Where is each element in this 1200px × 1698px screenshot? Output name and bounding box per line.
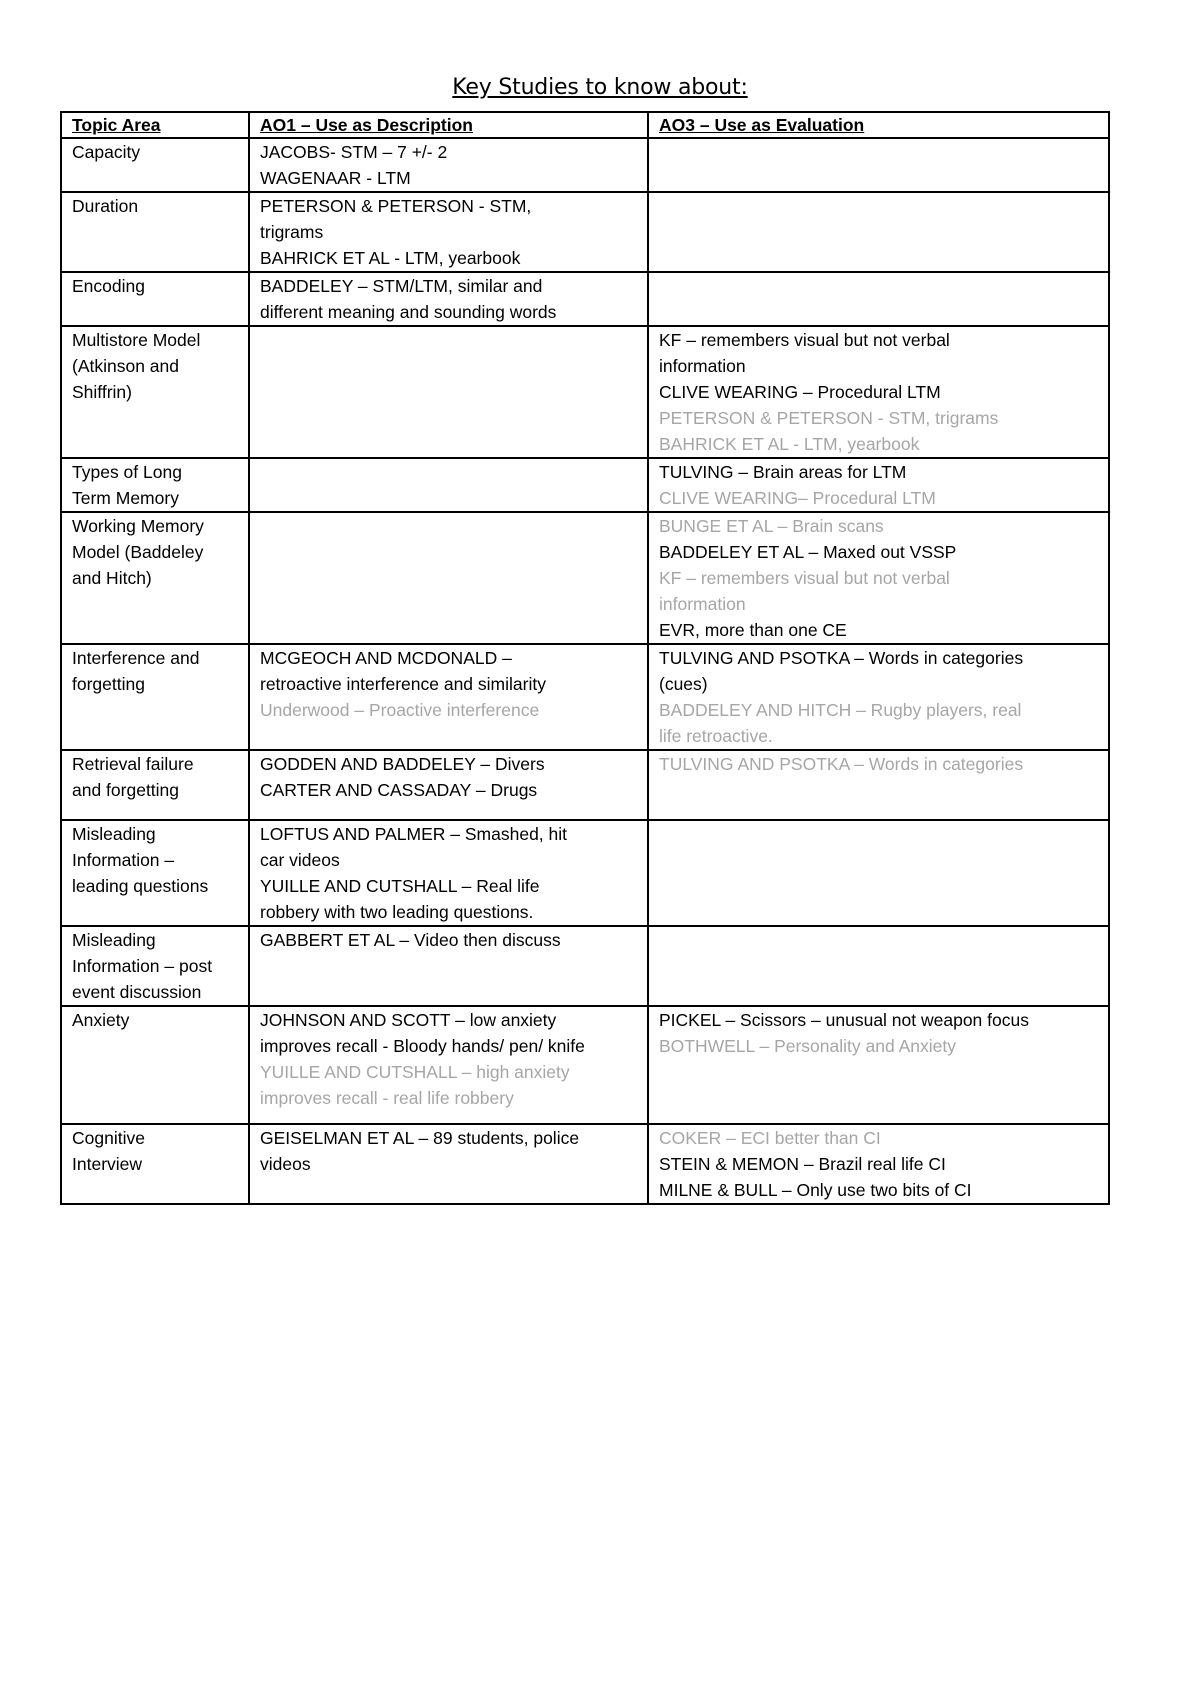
table-row	[61, 272, 1109, 326]
ao3-study-text: STEIN & MEMON – Brazil real life CI	[659, 1154, 946, 1174]
table-row	[61, 458, 1109, 512]
table-row	[61, 1006, 1109, 1124]
ao1-study-text: GODDEN AND BADDELEY – Divers	[260, 754, 545, 774]
table-row	[61, 512, 1109, 644]
topic-text: Interview	[72, 1154, 143, 1174]
ao3-cell	[648, 820, 1109, 926]
ao3-cell	[648, 138, 1109, 192]
table-row	[61, 644, 1109, 750]
ao1-study-text: trigrams	[260, 222, 324, 242]
ao1-study-text: GABBERT ET AL – Video then discuss	[260, 930, 561, 950]
topic-cell	[61, 820, 249, 926]
ao3-cell	[648, 644, 1109, 750]
topic-text: Duration	[72, 196, 139, 216]
table-row	[61, 192, 1109, 272]
ao3-study-text: CLIVE WEARING – Procedural LTM	[659, 382, 941, 402]
topic-text: Information –	[72, 850, 175, 870]
topic-text: and forgetting	[72, 780, 180, 800]
ao3-cell	[648, 1006, 1109, 1124]
topic-text: Multistore Model	[72, 330, 201, 350]
ao1-cell	[249, 1124, 648, 1204]
ao3-study-text: information	[659, 594, 746, 614]
page-title: Key Studies to know about:	[452, 75, 748, 100]
header-ao3-evaluation: AO3 – Use as Evaluation	[648, 112, 1109, 138]
ao3-study-text: PETERSON & PETERSON - STM, trigrams	[659, 408, 999, 428]
table-row	[61, 820, 1109, 926]
ao3-cell	[648, 750, 1109, 820]
topic-text: Information – post	[72, 956, 213, 976]
ao1-cell	[249, 1006, 648, 1124]
ao3-study-text: CLIVE WEARING– Procedural LTM	[659, 488, 936, 508]
topic-text: Misleading	[72, 930, 156, 950]
ao1-study-text: JACOBS- STM – 7 +/- 2	[260, 142, 448, 162]
topic-text: Interference and	[72, 648, 200, 668]
topic-text: (Atkinson and	[72, 356, 180, 376]
table-row	[61, 138, 1109, 192]
ao3-study-text: information	[659, 356, 746, 376]
ao1-study-text: car videos	[260, 850, 340, 870]
ao1-study-text: robbery with two leading questions.	[260, 902, 534, 922]
ao3-study-text: TULVING AND PSOTKA – Words in categories	[659, 648, 1024, 668]
ao3-study-text: KF – remembers visual but not verbal	[659, 330, 950, 350]
ao3-cell	[648, 272, 1109, 326]
ao3-study-text: BAHRICK ET AL - LTM, yearbook	[659, 434, 920, 454]
ao3-study-text: (cues)	[659, 674, 708, 694]
ao3-study-text: BADDELEY ET AL – Maxed out VSSP	[659, 542, 957, 562]
topic-text: event discussion	[72, 982, 202, 1002]
ao3-study-text: TULVING – Brain areas for LTM	[659, 462, 907, 482]
ao3-study-text: COKER – ECI better than CI	[659, 1128, 881, 1148]
topic-cell	[61, 138, 249, 192]
topic-cell	[61, 458, 249, 512]
table-row	[61, 926, 1109, 1006]
topic-text: Shiffrin)	[72, 382, 132, 402]
ao1-study-text: Underwood – Proactive interference	[260, 700, 540, 720]
topic-text: Misleading	[72, 824, 156, 844]
ao3-study-text: life retroactive.	[659, 726, 773, 746]
topic-cell	[61, 272, 249, 326]
table-row	[61, 1124, 1109, 1204]
topic-cell	[61, 192, 249, 272]
topic-cell	[61, 644, 249, 750]
table-header-row	[61, 112, 1109, 138]
topic-text: Capacity	[72, 142, 141, 162]
topic-text: Encoding	[72, 276, 145, 296]
ao1-cell	[249, 820, 648, 926]
ao3-study-text: KF – remembers visual but not verbal	[659, 568, 950, 588]
header-ao1-description: AO1 – Use as Description	[249, 112, 648, 138]
topic-cell	[61, 512, 249, 644]
topic-text: Working Memory	[72, 516, 204, 536]
ao1-study-text: YUILLE AND CUTSHALL – high anxiety	[260, 1062, 570, 1082]
ao1-study-text: improves recall - Bloody hands/ pen/ knife	[260, 1036, 585, 1056]
ao3-study-text: BUNGE ET AL – Brain scans	[659, 516, 884, 536]
ao1-cell	[249, 138, 648, 192]
ao1-cell	[249, 192, 648, 272]
topic-text: Retrieval failure	[72, 754, 194, 774]
ao3-cell	[648, 926, 1109, 1006]
ao3-study-text: BOTHWELL – Personality and Anxiety	[659, 1036, 956, 1056]
ao1-study-text: YUILLE AND CUTSHALL – Real life	[260, 876, 540, 896]
ao1-study-text: JOHNSON AND SCOTT – low anxiety	[260, 1010, 557, 1030]
ao1-study-text: different meaning and sounding words	[260, 302, 557, 322]
ao3-study-text: EVR, more than one CE	[659, 620, 847, 640]
ao1-study-text: retroactive interference and similarity	[260, 674, 546, 694]
table-body	[61, 138, 1109, 1204]
ao1-cell	[249, 458, 648, 512]
ao1-study-text: LOFTUS AND PALMER – Smashed, hit	[260, 824, 568, 844]
ao3-cell	[648, 458, 1109, 512]
ao1-cell	[249, 926, 648, 1006]
topic-cell	[61, 750, 249, 820]
topic-text: Cognitive	[72, 1128, 145, 1148]
ao3-study-text: PICKEL – Scissors – unusual not weapon focus	[659, 1010, 1029, 1030]
table-row	[61, 326, 1109, 458]
ao1-cell	[249, 272, 648, 326]
ao1-study-text: videos	[260, 1154, 311, 1174]
ao3-cell	[648, 326, 1109, 458]
ao1-cell	[249, 750, 648, 820]
topic-text: Anxiety	[72, 1010, 130, 1030]
ao3-cell	[648, 192, 1109, 272]
ao1-study-text: BADDELEY – STM/LTM, similar and	[260, 276, 543, 296]
topic-cell	[61, 1124, 249, 1204]
table-row	[61, 750, 1109, 820]
topic-text: and Hitch)	[72, 568, 152, 588]
key-studies-table	[60, 111, 1110, 1205]
topic-cell	[61, 326, 249, 458]
header-topic-area: Topic Area	[61, 112, 249, 138]
ao1-cell	[249, 644, 648, 750]
ao1-study-text: improves recall - real life robbery	[260, 1088, 514, 1108]
ao1-study-text: CARTER AND CASSADAY – Drugs	[260, 780, 538, 800]
ao3-cell	[648, 512, 1109, 644]
ao1-study-text: WAGENAAR - LTM	[260, 168, 411, 188]
ao1-cell	[249, 326, 648, 458]
ao3-cell	[648, 1124, 1109, 1204]
topic-text: Term Memory	[72, 488, 179, 508]
ao3-study-text: MILNE & BULL – Only use two bits of CI	[659, 1180, 972, 1200]
topic-cell	[61, 1006, 249, 1124]
ao1-study-text: PETERSON & PETERSON - STM,	[260, 196, 532, 216]
topic-text: forgetting	[72, 674, 145, 694]
topic-text: Types of Long	[72, 462, 182, 482]
topic-text: leading questions	[72, 876, 209, 896]
ao1-cell	[249, 512, 648, 644]
topic-text: Model (Baddeley	[72, 542, 204, 562]
ao1-study-text: BAHRICK ET AL - LTM, yearbook	[260, 248, 521, 268]
ao3-study-text: TULVING AND PSOTKA – Words in categories	[659, 754, 1024, 774]
topic-cell	[61, 926, 249, 1006]
ao1-study-text: GEISELMAN ET AL – 89 students, police	[260, 1128, 580, 1148]
ao3-study-text: BADDELEY AND HITCH – Rugby players, real	[659, 700, 1022, 720]
ao1-study-text: MCGEOCH AND MCDONALD –	[260, 648, 512, 668]
